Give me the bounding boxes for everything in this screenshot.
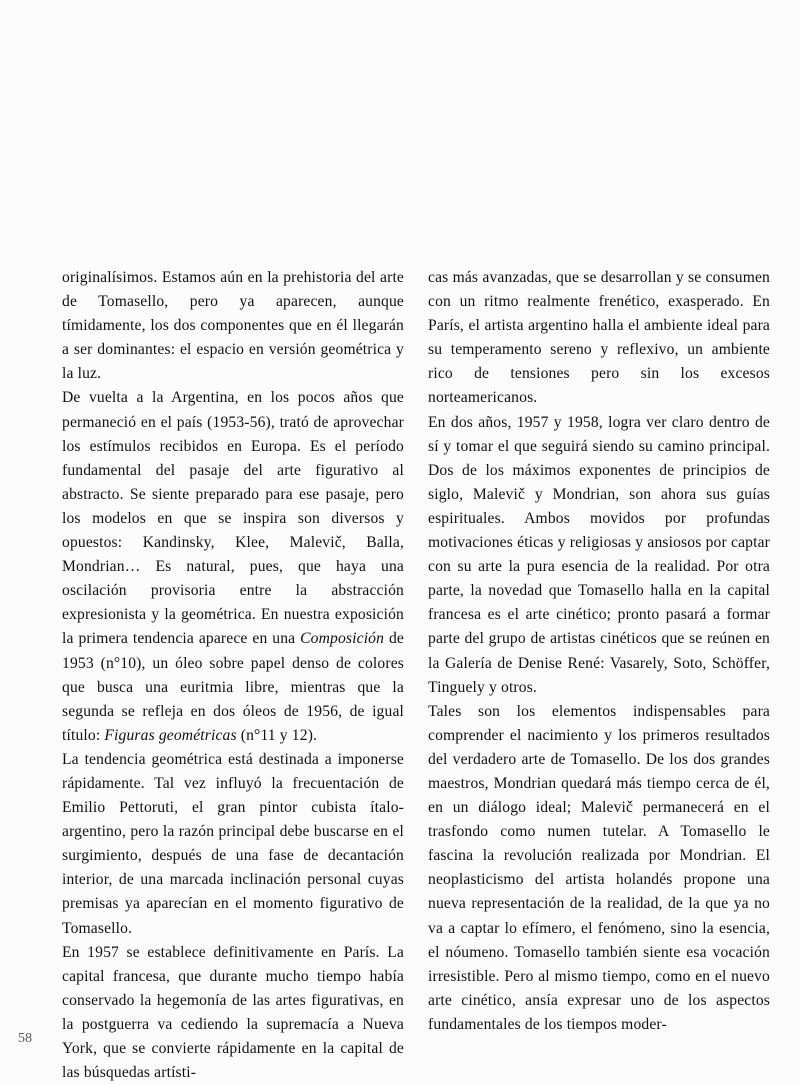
- paragraph: De vuelta a la Argentina, en los pocos años que permaneció en el país (1953-56), trató de aprovechar los estímulos recibidos en Europa. Es el período fundamental del pasaje del arte figurativo al abstracto. Se siente preparado para ese pasaje, pero los modelos en que se inspira son diversos y opuestos: Kandinsky, Klee, Malevič, Balla, Mondrian… Es natural, pues, que haya una oscilación provisoria entre la abstracción expresionista y la geométrica. En nuestra exposición la primera tendencia aparece en una Composición de 1953 (n°10), un óleo sobre papel denso de colores que busca una euritmia libre, mientras que la segunda se refleja en dos óleos de 1956, de igual título: Figuras geométricas (n°11 y 12).: [62, 389, 404, 744]
- paragraph: Tales son los elementos indispensables para comprender el nacimiento y los primeros resultados del verdadero arte de Tomasello. De los dos grandes maestros, Mondrian quedará más tiempo cerca de él, en un diálogo ideal; Malevič permanecerá en el trasfondo como numen tutelar. A Tomasello le fascina la revolución realizada por Mondrian. El neoplasticismo del artista holandés propone una nueva representación de la realidad, de la que ya no va a captar lo efímero, el fenómeno, sino la esencia, el nóumeno. Tomasello también siente esa vocación irresistible. Pero al mismo tiempo, como en el nuevo arte cinético, ansía expresar uno de los aspectos fundamentales de los tiempos moder-: [428, 702, 770, 1033]
- artwork-title: Figuras geométricas: [104, 726, 237, 744]
- left-column: [62, 266, 404, 1085]
- paragraph: En 1957 se establece definitivamente en París. La capital francesa, que durante mucho tiempo había conservado la hegemonía de las artes figurativas, en la postguerra va cediendo la supremacía a Nueva York, que se convierte rápidamente en la capital de las búsquedas artísti-: [62, 943, 404, 1082]
- paragraph: originalísimos. Estamos aún en la prehistoria del arte de Tomasello, pero ya aparecen, aunque tímidamente, los dos componentes que en él llegarán a ser dominantes: el espacio en versión geométrica y la luz.: [62, 269, 404, 383]
- paragraph: En dos años, 1957 y 1958, logra ver claro dentro de sí y tomar el que seguirá siendo su camino principal. Dos de los máximos exponentes de principios de siglo, Malevič y Mondrian, son ahora sus guías espirituales. Ambos movidos por profundas motivaciones éticas y religiosas y ansiosos por captar con su arte la pura esencia de la realidad. Por otra parte, la novedad que Tomasello halla en la capital francesa es el arte cinético; pronto pasará a formar parte del grupo de artistas cinéticos que se reúnen en la Galería de Denise René: Vasarely, Soto, Schöffer, Tinguely y otros.: [428, 413, 770, 696]
- page-number: 58: [18, 1031, 32, 1046]
- right-column: [428, 266, 770, 1037]
- paragraph: cas más avanzadas, que se desarrollan y se consumen con un ritmo realmente frenético, exasperado. En París, el artista argentino halla el ambiente ideal para su temperamento sereno y reflexivo, un ambiente rico de tensiones pero sin los excesos norteamericanos.: [428, 269, 770, 407]
- artwork-title: Composición: [300, 630, 385, 648]
- paragraph: La tendencia geométrica está destinada a imponerse rápidamente. Tal vez influyó la frecuentación de Emilio Pettoruti, el gran pintor cubista ítalo-argentino, pero la razón principal debe buscarse en el surgimiento, después de una fase de decantación interior, de una marcada inclinación personal cuyas premisas ya aparecían en el momento figurativo de Tomasello.: [62, 750, 404, 937]
